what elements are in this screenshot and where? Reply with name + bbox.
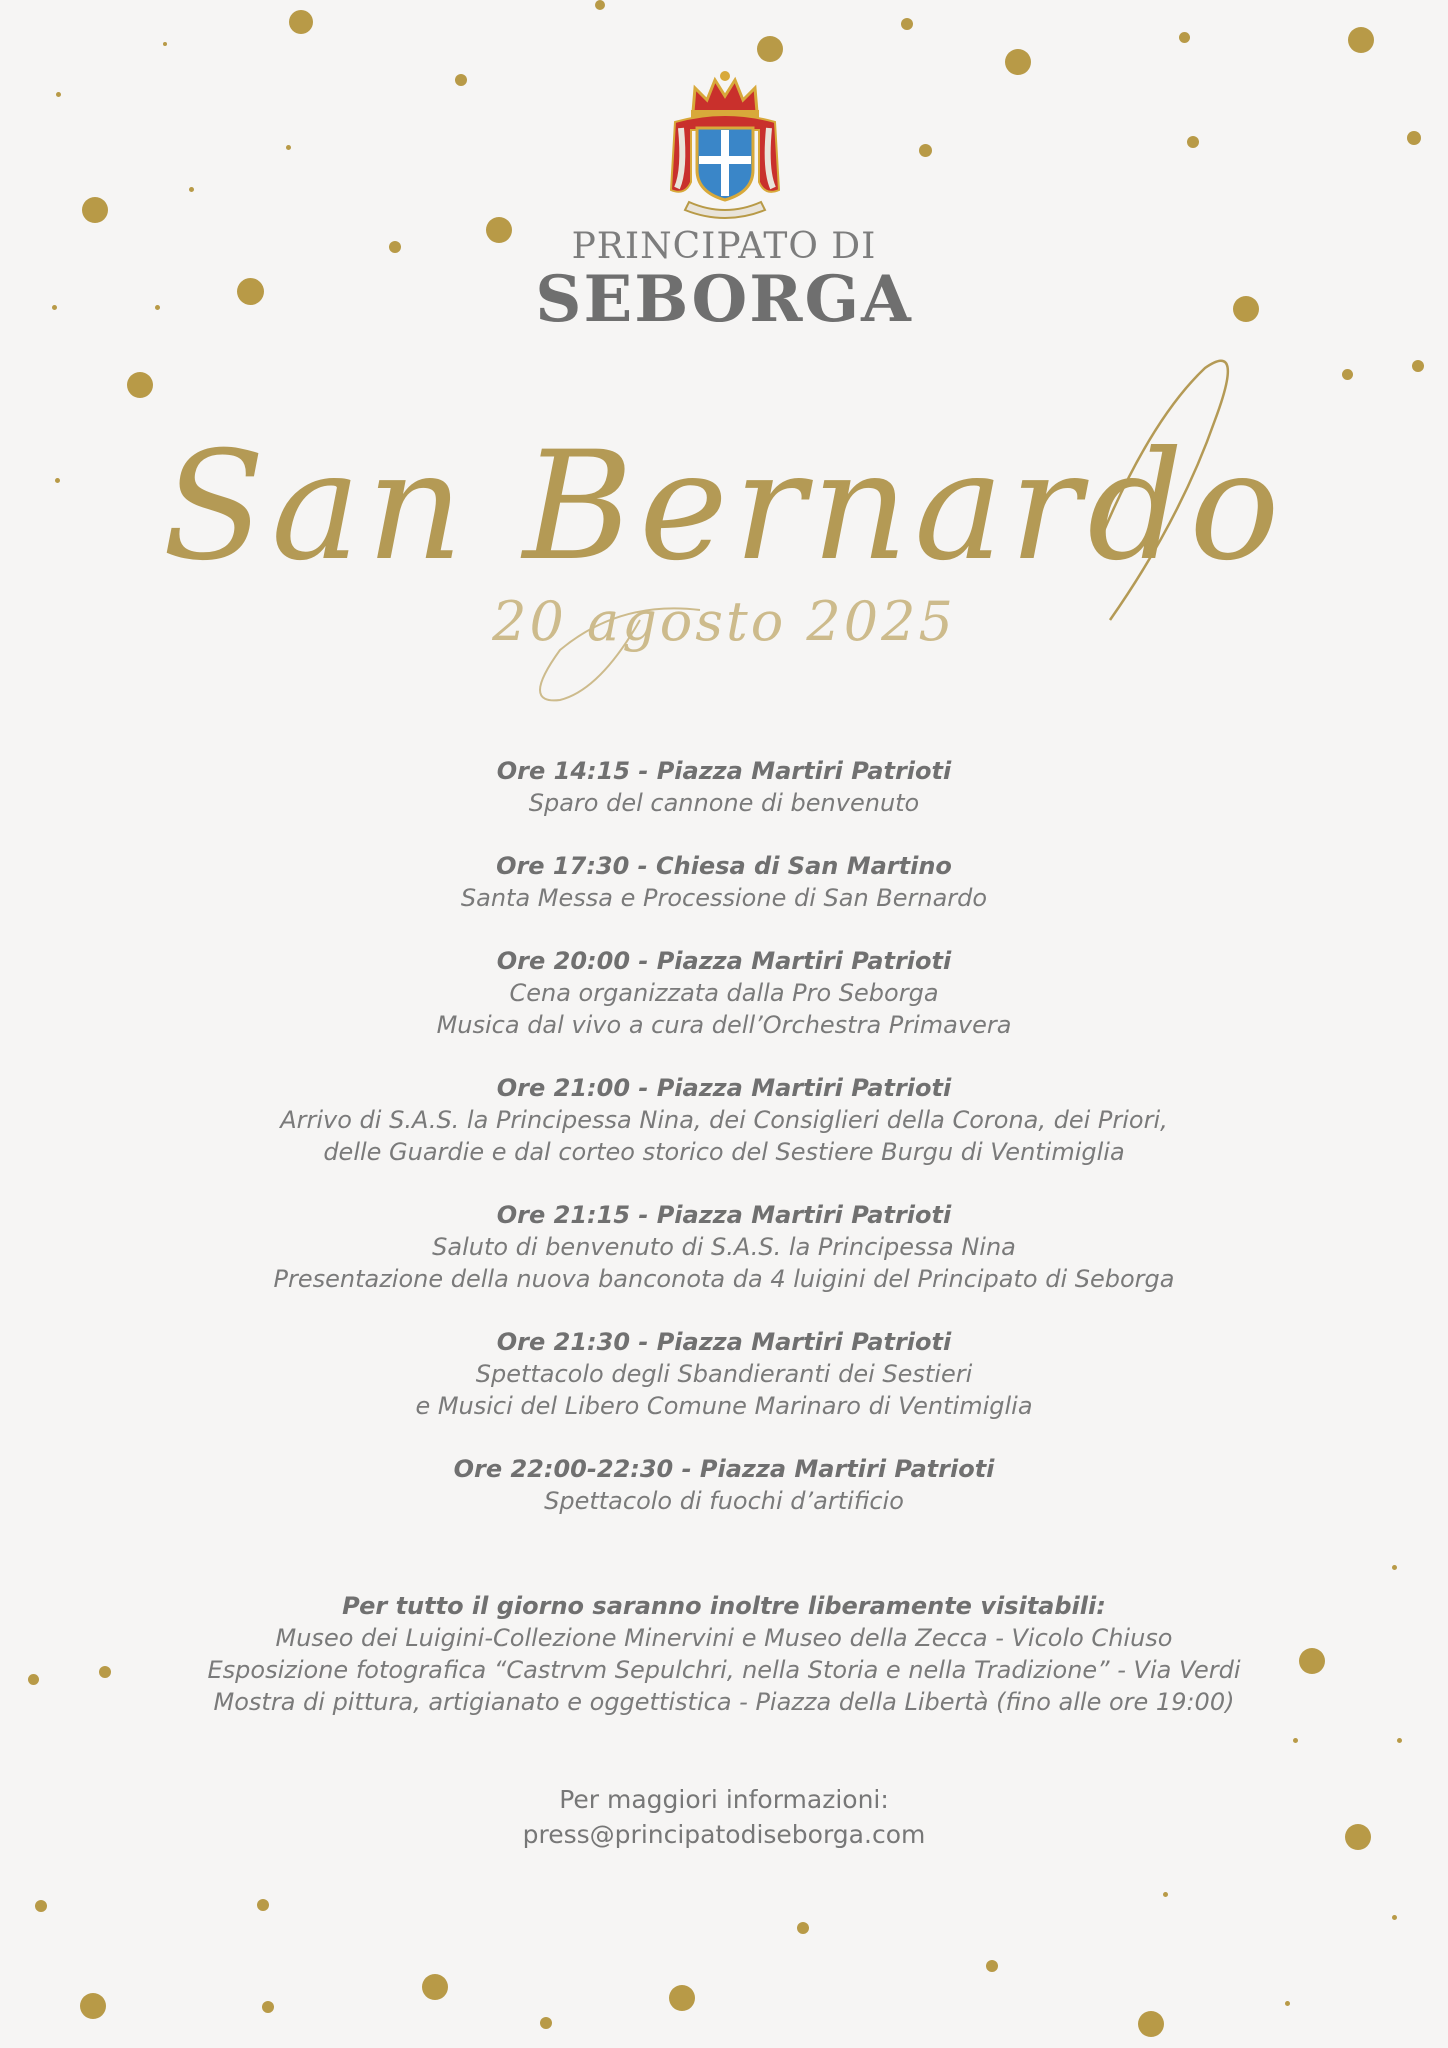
program-item	[0, 945, 1448, 1041]
program-item-line: delle Guardie e dal corteo storico del Sestiere Burgu di Ventimiglia	[323, 1138, 1125, 1166]
program-item-line: Santa Messa e Processione di San Bernardo	[460, 884, 988, 912]
program-item-line: Cena organizzata dalla Pro Seborga	[509, 979, 939, 1007]
contact-info	[0, 1782, 1448, 1852]
gold-dot	[35, 1900, 47, 1912]
gold-dot	[1163, 1892, 1168, 1897]
program-item-line: e Musici del Libero Comune Marinaro di Ventimiglia	[415, 1392, 1033, 1420]
brand-title-big: SEBORGA	[535, 262, 913, 337]
program-item	[0, 850, 1448, 914]
program-item-line: Sparo del cannone di benvenuto	[528, 789, 920, 817]
program-list	[0, 755, 1448, 1548]
extra-visits-line: Esposizione fotografica “Castrvm Sepulchri, nella Storia e nella Tradizione” - Via Verdi	[207, 1656, 1241, 1684]
program-item	[0, 755, 1448, 819]
contact-label: Per maggiori informazioni:	[559, 1785, 889, 1814]
gold-dot	[540, 2017, 552, 2029]
gold-dot	[1293, 1738, 1298, 1743]
gold-dot	[422, 1974, 448, 2000]
contact-email[interactable]: press@principatodiseborga.com	[522, 1820, 926, 1849]
gold-dot	[80, 1993, 106, 2019]
gold-dot	[262, 2001, 274, 2013]
program-item-title: Ore 21:00 - Piazza Martiri Patrioti	[496, 1074, 952, 1102]
extra-visits	[0, 1590, 1448, 1718]
gold-dot	[1392, 1915, 1397, 1920]
gold-dot	[669, 1985, 695, 2011]
extra-visits-line: Mostra di pittura, artigianato e oggettistica - Piazza della Libertà (fino alle ore 19:00)	[213, 1688, 1235, 1716]
program-item	[0, 1199, 1448, 1295]
program-item-title: Ore 21:15 - Piazza Martiri Patrioti	[496, 1201, 952, 1229]
gold-dot	[1285, 2001, 1290, 2006]
program-item-title: Ore 20:00 - Piazza Martiri Patrioti	[496, 947, 952, 975]
program-item-line: Musica dal vivo a cura dell’Orchestra Primavera	[436, 1011, 1012, 1039]
program-item-line: Spettacolo degli Sbandieranti dei Sestieri	[475, 1360, 973, 1388]
program-item	[0, 1072, 1448, 1168]
script-flourish	[0, 0, 1448, 760]
extra-visits-title: Per tutto il giorno saranno inoltre liberamente visitabili:	[342, 1592, 1106, 1620]
gold-dot	[1397, 1738, 1402, 1743]
extra-visits-line: Museo dei Luigini-Collezione Minervini e Museo della Zecca - Vicolo Chiuso	[275, 1624, 1173, 1652]
event-date: 20 agosto 2025	[492, 590, 956, 653]
event-title: San Bernardo	[162, 420, 1286, 594]
program-item-line: Presentazione della nuova banconota da 4 luigini del Principato di Seborga	[273, 1265, 1175, 1293]
gold-dot	[1392, 1565, 1397, 1570]
program-item	[0, 1326, 1448, 1422]
program-item-title: Ore 22:00-22:30 - Piazza Martiri Patrioti	[453, 1455, 995, 1483]
program-item-line: Saluto di benvenuto di S.A.S. la Principessa Nina	[432, 1233, 1016, 1261]
gold-dot	[257, 1899, 269, 1911]
program-item	[0, 1453, 1448, 1517]
program-item-title: Ore 17:30 - Chiesa di San Martino	[496, 852, 952, 880]
program-item-line: Spettacolo di fuochi d’artificio	[544, 1487, 904, 1515]
gold-dot	[986, 1960, 998, 1972]
program-item-line: Arrivo di S.A.S. la Principessa Nina, dei Consiglieri della Corona, dei Priori,	[280, 1106, 1168, 1134]
gold-dot	[797, 1922, 809, 1934]
program-item-title: Ore 14:15 - Piazza Martiri Patrioti	[496, 757, 952, 785]
program-item-title: Ore 21:30 - Piazza Martiri Patrioti	[496, 1328, 952, 1356]
gold-dot	[1138, 2011, 1164, 2037]
brand-title-small: PRINCIPATO DI	[571, 226, 877, 267]
